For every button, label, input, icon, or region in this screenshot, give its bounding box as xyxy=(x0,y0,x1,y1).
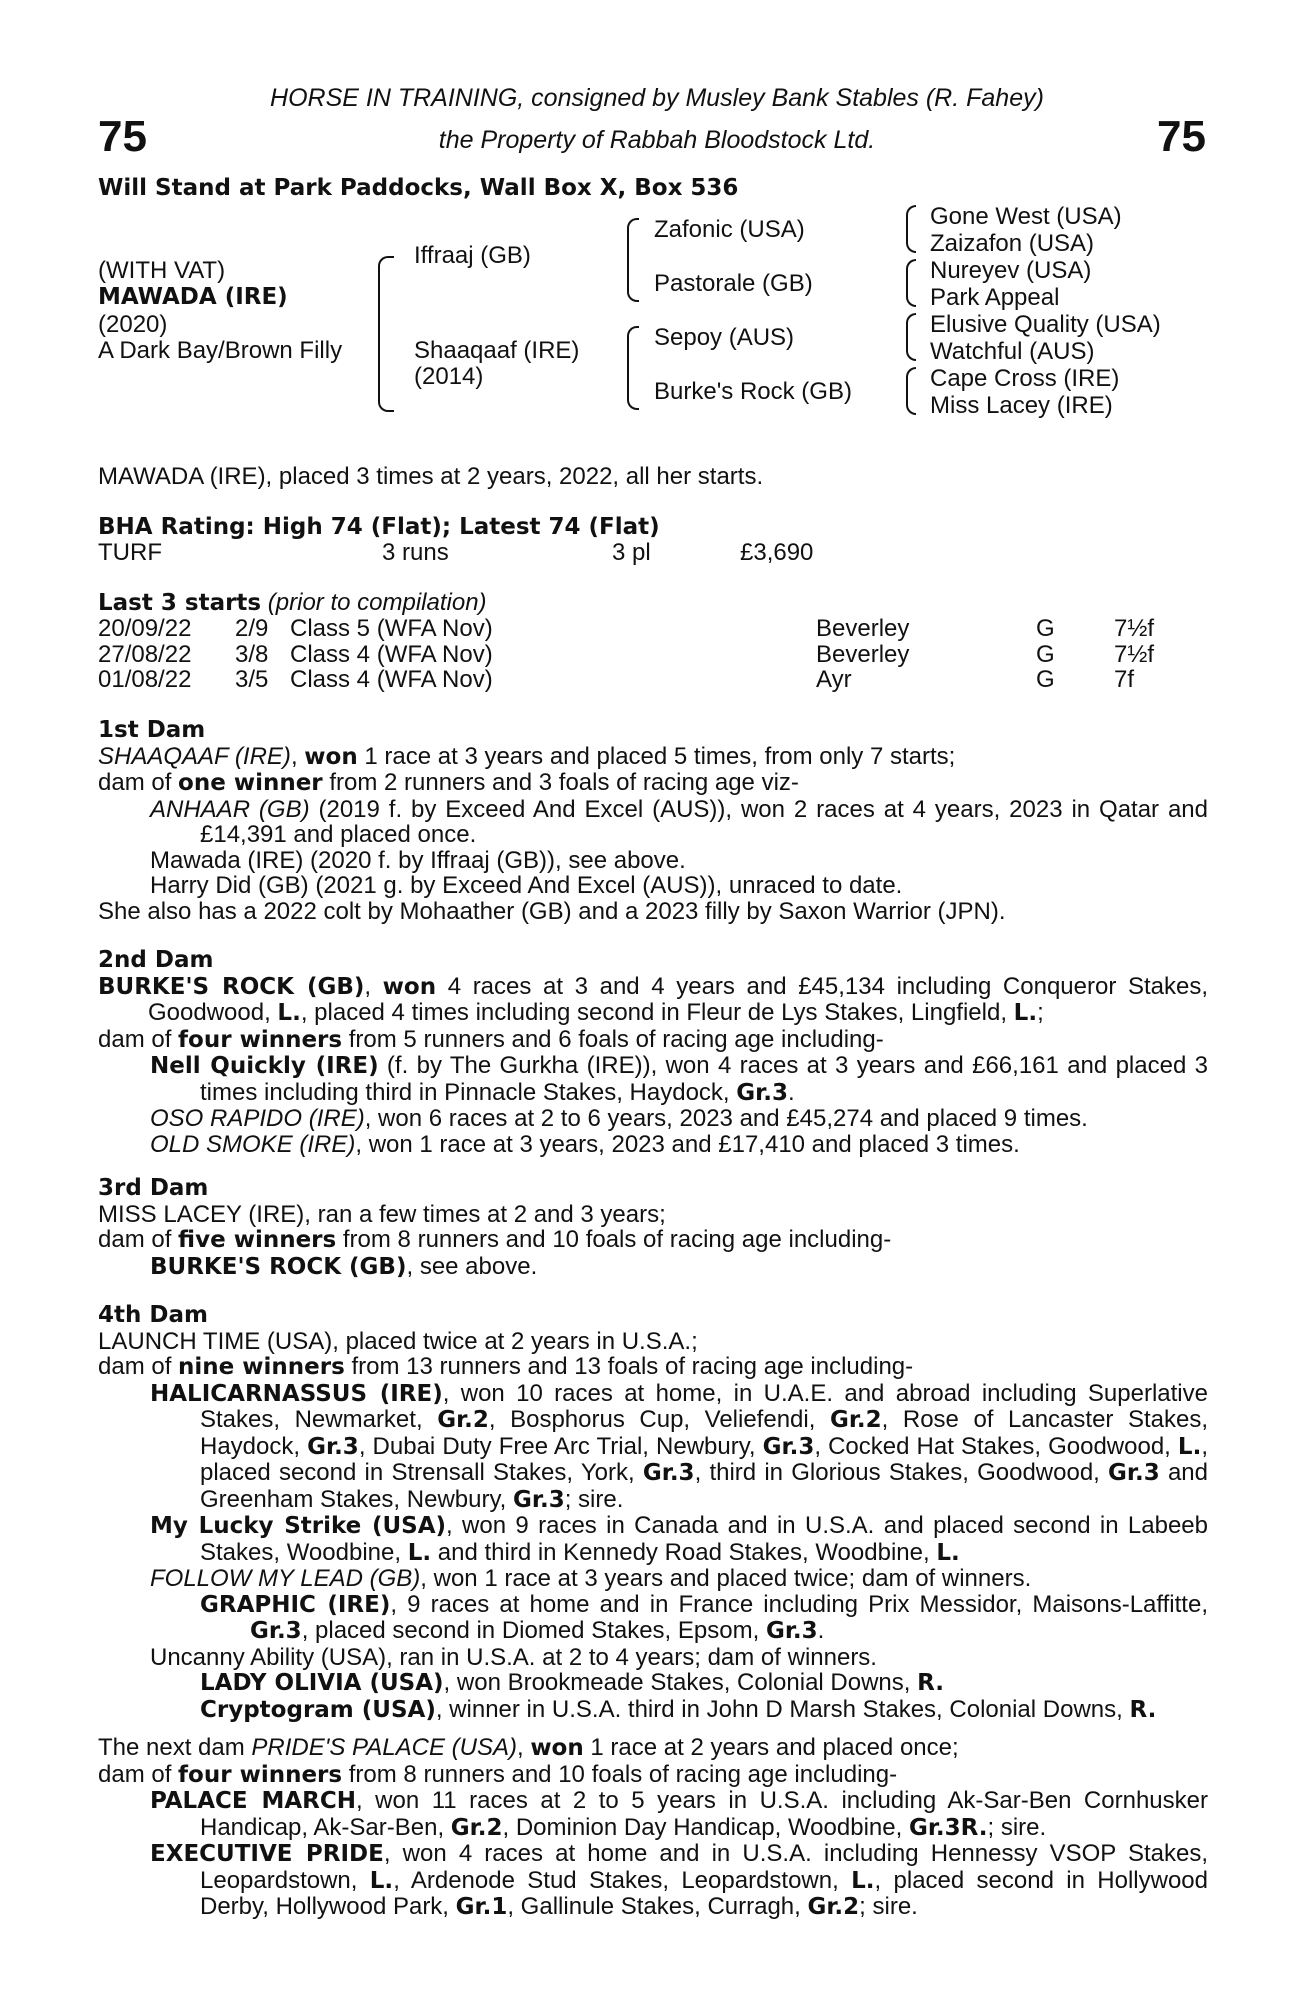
granddam-paternal: Pastorale (GB) xyxy=(654,270,813,297)
ancestor-gen3: Gone West (USA) xyxy=(930,203,1122,230)
pedigree-brace xyxy=(906,205,916,253)
ancestor-gen3: Park Appeal xyxy=(930,284,1060,311)
granddam-maternal: Burke's Rock (GB) xyxy=(654,378,852,405)
pedigree-brace xyxy=(906,259,916,307)
runs-count: 3 runs xyxy=(382,539,449,566)
horse-description: A Dark Bay/Brown Filly xyxy=(98,337,343,364)
section-heading: 3rd Dam xyxy=(98,1175,209,1201)
ancestor-gen3: Elusive Quality (USA) xyxy=(930,311,1161,338)
pedigree-brace xyxy=(378,256,394,412)
pedigree-brace xyxy=(627,218,639,302)
horse-name: MAWADA (IRE) xyxy=(98,284,288,310)
stand-location: Will Stand at Park Paddocks, Wall Box X, Box 536 xyxy=(98,175,739,201)
lot-number-right: 75 xyxy=(1157,112,1206,161)
table-row: 27/08/22 3/8 Class 4 (WFA Nov) Beverley G 7½f xyxy=(98,640,1155,668)
fourth-dam-section: 4th Dam LAUNCH TIME (USA), placed twice at 2 years in U.S.A.; dam of nine winners from 13 runners and 13 foals of racing age including- HALICARNASSUS (IRE), won 10 races at home, in U.A.E. and abroad including Superlative Stakes, Newmarket, Gr.2, Bosphorus Cup, Veliefendi, Gr.2, Rose of Lancaster Stakes, Haydock, Gr.3, Dubai Duty Free Arc Trial, Newbury, Gr.3, Cocked Hat Stakes, Goodwood, L., placed second in Strensall Stakes, York, Gr.3, third in Glorious Stakes, Goodwood, Gr.3 and Greenham Stakes, Newbury, Gr.3; sire. My Lucky Strike (USA), won 9 races in Canada and in U.S.A. and placed second in Labeeb Stakes, Woodbine, L. and third in Kennedy Road Stakes, Woodbine, L. FOLLOW MY LEAD (GB), won 1 race at 3 years and placed twice; dam of winners. GRAPHIC (IRE), 9 races at home and in France including Prix Messidor, Maisons-Laffitte, Gr.3, placed second in Diomed Stakes, Epsom, Gr.3. Uncanny Ability (USA), ran in U.S.A. at 2 to 4 years; dam of winners. LADY OLIVIA (USA), won Brookmeade Stakes, Colonial Downs, R. Cryptogram (USA), winner in U.S.A. third in John D Marsh Stakes, Colonial Downs, R. xyxy=(98,1302,1209,1723)
third-dam-section: 3rd Dam MISS LACEY (IRE), ran a few times at 2 and 3 years; dam of five winners from 8 runners and 10 foals of racing age including- BURKE'S ROCK (GB), see above. xyxy=(98,1176,1208,1280)
ancestor-gen3: Miss Lacey (IRE) xyxy=(930,392,1113,419)
section-heading: 2nd Dam xyxy=(98,947,214,973)
last-starts-title: Last 3 starts xyxy=(98,590,262,616)
last-starts-note: (prior to compilation) xyxy=(267,589,487,616)
ancestor-gen3: Watchful (AUS) xyxy=(930,338,1095,365)
table-row: 01/08/22 3/5 Class 4 (WFA Nov) Ayr G 7f xyxy=(98,666,1135,693)
horse-year: (2020) xyxy=(98,311,168,338)
last-starts-heading xyxy=(98,590,487,617)
first-dam-section: 1st Dam SHAAQAAF (IRE), won 1 race at 3 years and placed 5 times, from only 7 starts; dam of one winner from 2 runners and 3 foals of racing age viz- ANHAAR (GB) (2019 f. by Exceed And Excel (AUS)), won 2 races at 4 years, 2023 in Qatar and £14,391 and placed once. Mawada (IRE) (2020 f. by Iffraaj (GB)), see above. Harry Did (GB) (2021 g. by Exceed And Excel (AUS)), unraced to date. She also has a 2022 colt by Mohaather (GB) and a 2023 filly by Saxon Warrior (JPN). xyxy=(98,717,1208,925)
surface: TURF xyxy=(98,539,162,566)
sire-name: Iffraaj (GB) xyxy=(414,242,531,269)
pedigree-brace xyxy=(906,367,916,415)
ancestor-gen3: Nureyev (USA) xyxy=(930,257,1092,284)
ancestor-gen3: Zaizafon (USA) xyxy=(930,230,1095,257)
pedigree-brace xyxy=(906,313,916,361)
consignor-line: HORSE IN TRAINING, consigned by Musley Bank Stables (R. Fahey) xyxy=(270,84,1044,112)
second-dam-section: 2nd Dam BURKE'S ROCK (GB), won 4 races at 3 and 4 years and £45,134 including Conqueror Stakes, Goodwood, L., placed 4 times including second in Fleur de Lys Stakes, Lingfield, L.; dam of four winners from 5 runners and 6 foals of racing age including- Nell Quickly (IRE) (f. by The Gurkha (IRE)), won 4 races at 3 years and £66,161 and placed 3 times including third in Pinnacle Stakes, Haydock, Gr.3. OSO RAPIDO (IRE), won 6 races at 2 to 6 years, 2023 and £45,274 and placed 9 times. OLD SMOKE (IRE), won 1 race at 3 years, 2023 and £17,410 and placed 3 times. xyxy=(98,947,1208,1158)
race-summary: MAWADA (IRE), placed 3 times at 2 years, 2022, all her starts. xyxy=(98,463,764,490)
grandsire-maternal: Sepoy (AUS) xyxy=(654,324,795,351)
bha-rating: BHA Rating: High 74 (Flat); Latest 74 (Flat) xyxy=(98,514,660,540)
last-starts-table xyxy=(98,616,1154,693)
grandsire-paternal: Zafonic (USA) xyxy=(654,216,805,243)
pedigree-brace xyxy=(627,326,639,410)
section-heading: 1st Dam xyxy=(98,717,206,743)
earnings: £3,690 xyxy=(740,539,814,566)
dam-year: (2014) xyxy=(414,363,484,390)
lot-number-left: 75 xyxy=(98,112,147,161)
next-dam-section: The next dam PRIDE'S PALACE (USA), won 1 race at 2 years and placed once; dam of four winners from 8 runners and 10 foals of racing age including- PALACE MARCH, won 11 races at 2 to 5 years in U.S.A. including Ak-Sar-Ben Cornhusker Handicap, Ak-Sar-Ben, Gr.2, Dominion Day Handicap, Woodbine, Gr.3R.; sire. EXECUTIVE PRIDE, won 4 races at home and in U.S.A. including Hennessy VSOP Stakes, Leopardstown, L., Ardenode Stud Stakes, Leopardstown, L., placed second in Hollywood Derby, Hollywood Park, Gr.1, Gallinule Stakes, Curragh, Gr.2; sire. xyxy=(98,1734,1209,1920)
property-line: the Property of Rabbah Bloodstock Ltd. xyxy=(438,126,876,154)
dam-name: Shaaqaaf (IRE) xyxy=(414,337,580,364)
ancestor-gen3: Cape Cross (IRE) xyxy=(930,365,1120,392)
section-heading: 4th Dam xyxy=(98,1302,208,1328)
placed-count: 3 pl xyxy=(612,539,651,566)
vat-note: (WITH VAT) xyxy=(98,257,226,284)
table-row: 20/09/22 2/9 Class 5 (WFA Nov) Beverley G 7½f xyxy=(98,615,1155,642)
